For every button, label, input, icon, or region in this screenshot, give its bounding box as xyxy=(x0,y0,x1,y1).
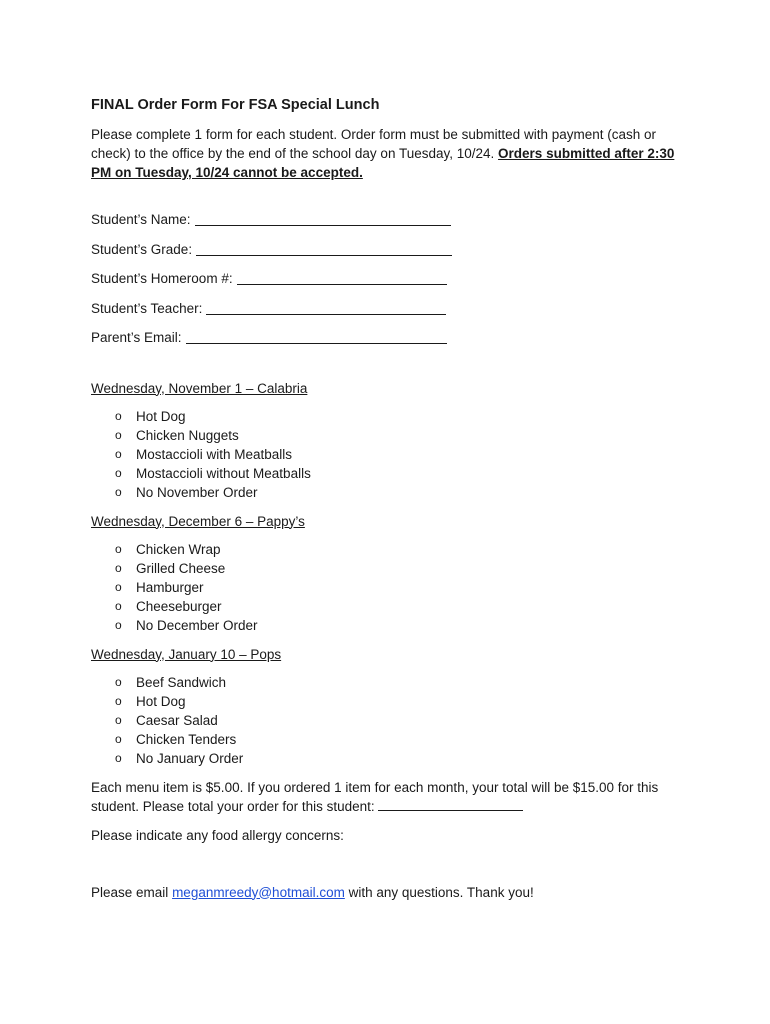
menu-option[interactable] xyxy=(91,426,691,445)
order-total xyxy=(91,778,691,816)
student-teacher-field[interactable] xyxy=(206,299,446,315)
menu-section-december xyxy=(91,512,691,635)
radio-bullet-icon[interactable]: o xyxy=(115,541,122,556)
option-label: Hamburger xyxy=(136,579,204,595)
radio-bullet-icon[interactable]: o xyxy=(115,579,122,594)
radio-bullet-icon[interactable]: o xyxy=(115,674,122,689)
student-name-field[interactable] xyxy=(195,210,451,226)
option-label: Hot Dog xyxy=(136,408,186,424)
option-list xyxy=(91,540,691,635)
radio-bullet-icon[interactable]: o xyxy=(115,693,122,708)
total-instructions: Each menu item is $5.00. If you ordered 1 item for each month, your total will be $15.00 for this student. Please total your order for this student: xyxy=(91,779,659,814)
menu-option[interactable] xyxy=(91,692,691,711)
option-label: Hot Dog xyxy=(136,693,186,709)
radio-bullet-icon[interactable]: o xyxy=(115,560,122,575)
section-heading: Wednesday, January 10 – Pops xyxy=(91,646,282,662)
deadline-warning: Orders submitted after 2:30 PM on Tuesday, 10/24 cannot be accepted. xyxy=(91,146,675,180)
student-teacher-label: Student’s Teacher: xyxy=(91,300,203,316)
option-label: Mostaccioli with Meatballs xyxy=(136,446,293,462)
form-instructions xyxy=(91,125,691,182)
student-grade-row xyxy=(91,240,691,270)
menu-option[interactable] xyxy=(91,407,691,426)
option-label: Cheeseburger xyxy=(136,598,222,614)
form-title: FINAL Order Form For FSA Special Lunch xyxy=(91,97,380,113)
student-grade-field[interactable] xyxy=(196,240,452,256)
menu-option[interactable] xyxy=(91,578,691,597)
radio-bullet-icon[interactable]: o xyxy=(115,427,122,442)
option-label: Beef Sandwich xyxy=(136,674,227,690)
student-homeroom-field[interactable] xyxy=(237,269,447,285)
section-heading: Wednesday, December 6 – Pappy’s xyxy=(91,513,305,529)
menu-option[interactable] xyxy=(91,483,691,502)
radio-bullet-icon[interactable]: o xyxy=(115,617,122,632)
menu-option[interactable] xyxy=(91,730,691,749)
menu-section-january xyxy=(91,645,691,768)
option-label: Mostaccioli without Meatballs xyxy=(136,465,311,481)
option-label: No December Order xyxy=(136,617,258,633)
option-label: Grilled Cheese xyxy=(136,560,226,576)
menu-option[interactable] xyxy=(91,540,691,559)
option-label: Chicken Wrap xyxy=(136,541,221,557)
option-list xyxy=(91,407,691,502)
radio-bullet-icon[interactable]: o xyxy=(115,731,122,746)
student-homeroom-row xyxy=(91,269,691,299)
student-teacher-row xyxy=(91,299,691,329)
radio-bullet-icon[interactable]: o xyxy=(115,484,122,499)
radio-bullet-icon[interactable]: o xyxy=(115,750,122,765)
instructions-text: Please complete 1 form for each student. Order form must be submitted with payment (cash or check) to the office by the end of the school day on Tuesday, 10/24. xyxy=(91,127,656,161)
total-field[interactable] xyxy=(378,798,523,811)
option-label: No January Order xyxy=(136,750,244,766)
option-label: Chicken Nuggets xyxy=(136,427,239,443)
option-list xyxy=(91,673,691,768)
radio-bullet-icon[interactable]: o xyxy=(115,446,122,461)
menu-option[interactable] xyxy=(91,673,691,692)
contact-suffix: with any questions. Thank you! xyxy=(348,884,534,900)
radio-bullet-icon[interactable]: o xyxy=(115,712,122,727)
allergy-prompt: Please indicate any food allergy concerns: xyxy=(91,827,344,843)
student-grade-label: Student’s Grade: xyxy=(91,241,193,257)
menu-option[interactable] xyxy=(91,749,691,768)
student-homeroom-label: Student’s Homeroom #: xyxy=(91,271,233,286)
parent-email-label: Parent’s Email: xyxy=(91,330,182,345)
menu-section-november xyxy=(91,379,691,502)
student-name-row xyxy=(91,210,691,240)
menu-option[interactable] xyxy=(91,616,691,635)
option-label: No November Order xyxy=(136,484,258,500)
menu-option[interactable] xyxy=(91,711,691,730)
option-label: Caesar Salad xyxy=(136,712,218,728)
menu-option[interactable] xyxy=(91,559,691,578)
student-name-label: Student’s Name: xyxy=(91,212,191,227)
radio-bullet-icon[interactable]: o xyxy=(115,408,122,423)
contact-email-link[interactable]: meganmreedy@hotmail.com xyxy=(172,884,345,900)
radio-bullet-icon[interactable]: o xyxy=(115,465,122,480)
menu-option[interactable] xyxy=(91,597,691,616)
menu-option[interactable] xyxy=(91,445,691,464)
parent-email-field[interactable] xyxy=(186,328,447,344)
contact-line xyxy=(91,883,691,902)
menu-option[interactable] xyxy=(91,464,691,483)
section-heading: Wednesday, November 1 – Calabria xyxy=(91,380,308,396)
option-label: Chicken Tenders xyxy=(136,731,237,747)
radio-bullet-icon[interactable]: o xyxy=(115,598,122,613)
order-form xyxy=(91,96,691,902)
contact-prefix: Please email xyxy=(91,884,169,900)
parent-email-row xyxy=(91,328,691,358)
